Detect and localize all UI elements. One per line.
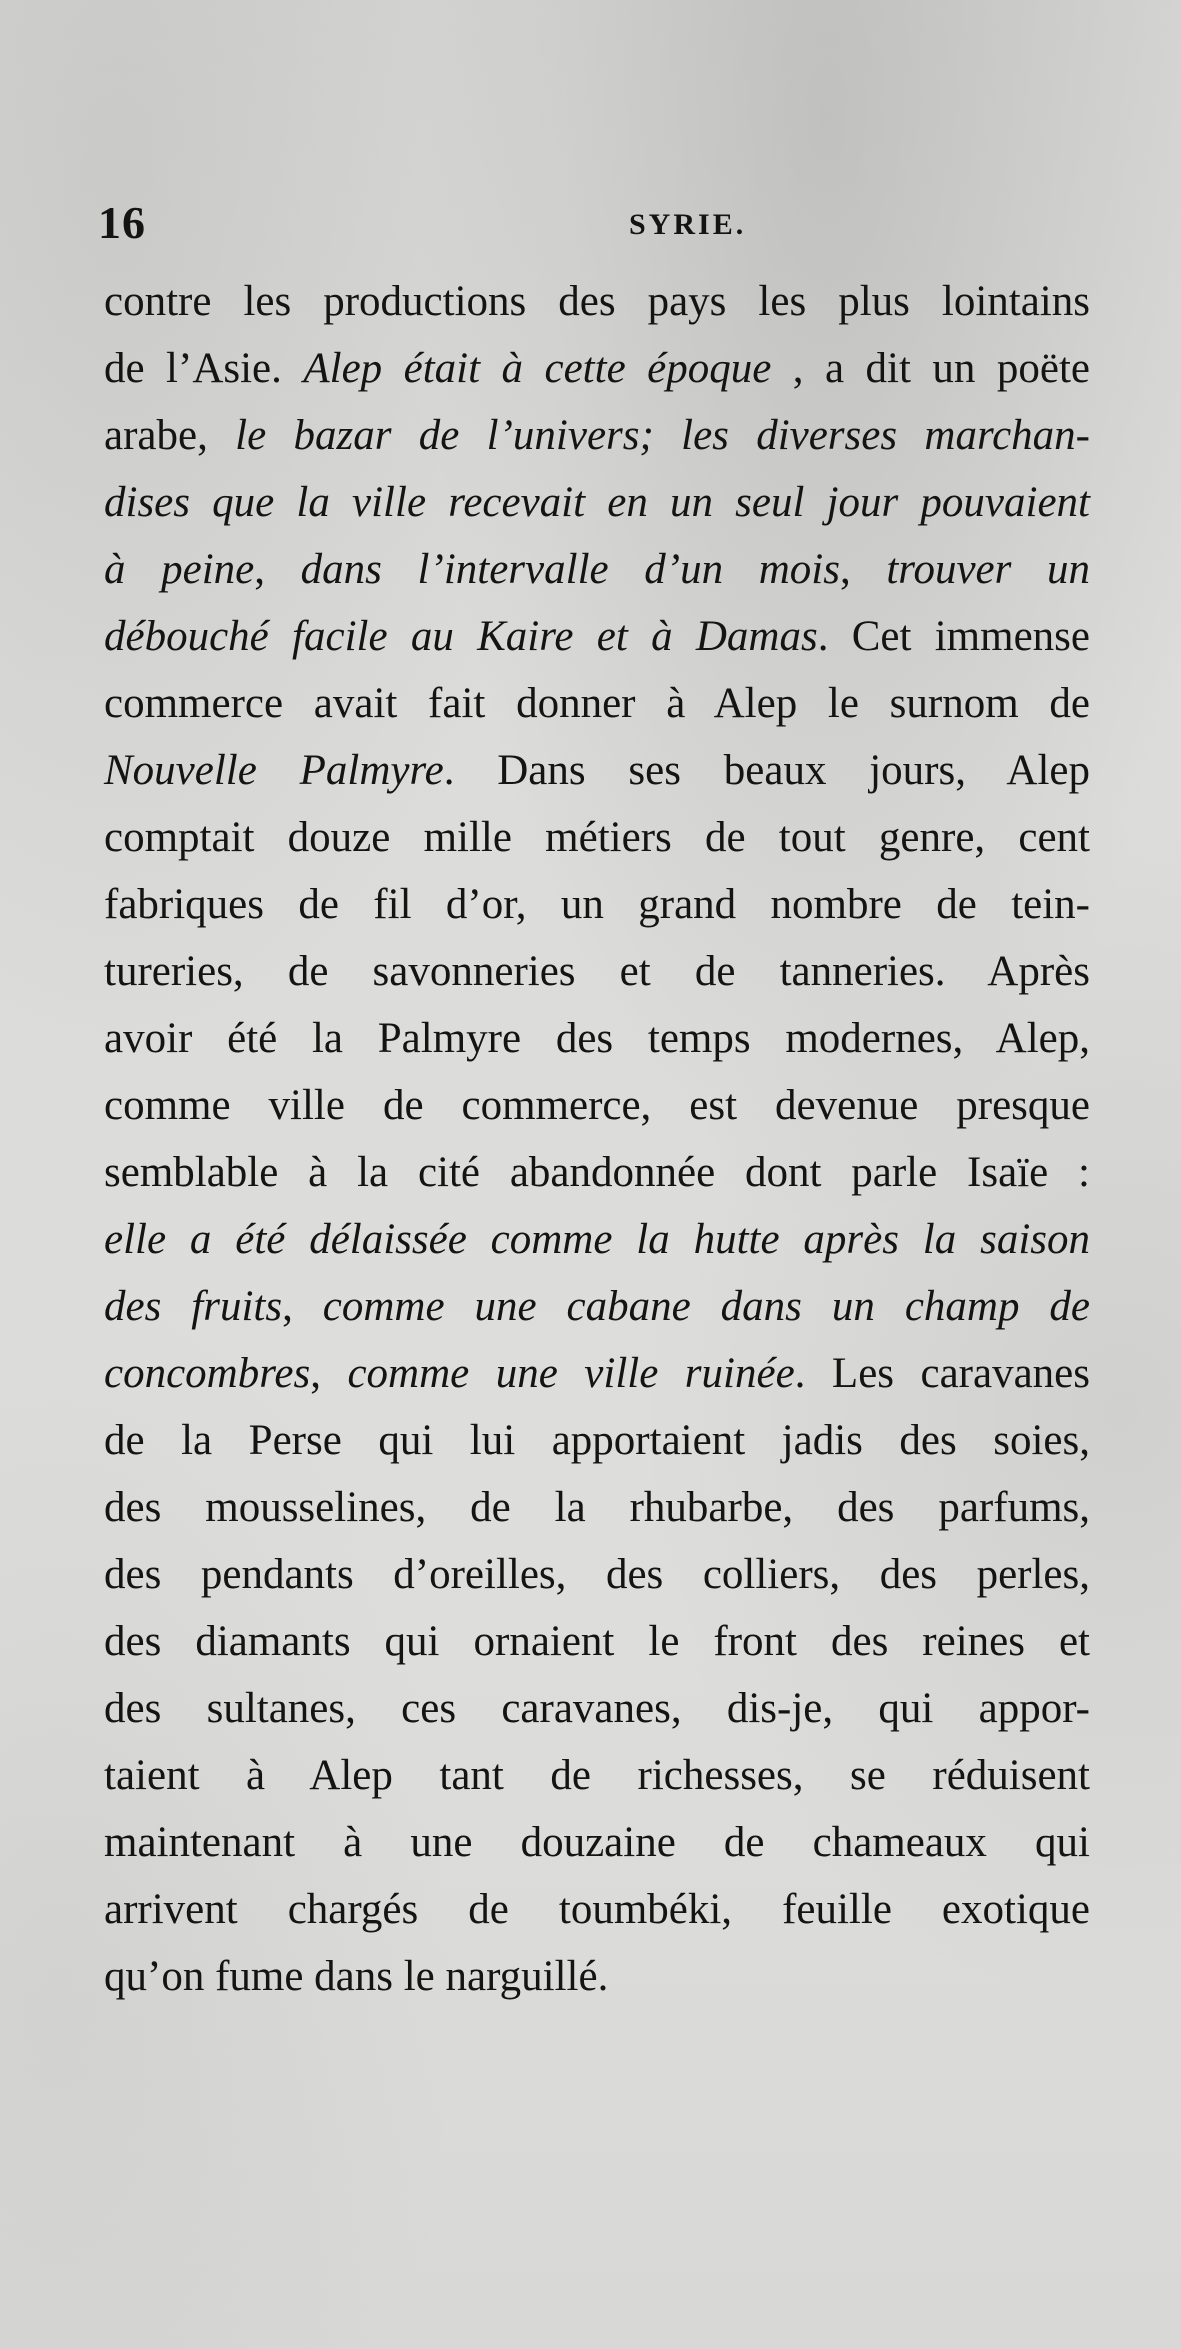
text-line: de l’Asie. Alep était à cette époque , a dit un poëte <box>104 345 1091 392</box>
body-text <box>104 268 1090 2010</box>
text-line: fabriques de fil d’or, un grand nombre de tein- <box>104 881 1090 928</box>
italic-quote: Alep était à cette époque <box>303 345 772 392</box>
text-line <box>104 469 1090 536</box>
text-line: maintenant à une douzaine de chameaux qui <box>104 1819 1090 1866</box>
italic-quote: dans l’intervalle d’un mois <box>300 546 840 593</box>
text-line: concombres, comme une ville ruinée. Les caravanes <box>104 1350 1090 1397</box>
text-line: des sultanes, ces caravanes, dis-je, qui appor- <box>104 1685 1090 1732</box>
italic-name: Nouvelle Palmyre <box>104 747 444 794</box>
text-line: contre les productions des pays les plus lointains <box>104 278 1090 325</box>
italic-quote: comme une cabane dans un champ de <box>322 1283 1090 1330</box>
text-line: à peine, dans l’intervalle d’un mois, trouver un <box>104 546 1090 593</box>
italic-quote: elle a été délaissée comme la hutte après la saison <box>104 1216 1090 1263</box>
text-line: de la Perse qui lui apportaient jadis des soies, <box>104 1417 1090 1464</box>
italic-quote: des fruits <box>104 1283 283 1330</box>
text-line: des diamants qui ornaient le front des reines et <box>104 1618 1090 1665</box>
italic-quote: comme une ville ruinée <box>347 1350 795 1397</box>
text-line: tureries, de savonneries et de tanneries. Après <box>104 948 1090 995</box>
italic-quote: concombres <box>104 1350 311 1397</box>
text-line: comptait douze mille métiers de tout genre, cent <box>104 814 1090 861</box>
text-line: arabe, le bazar de l’univers; les diverses marchan- <box>104 412 1090 459</box>
italic-quote: à peine <box>104 546 255 593</box>
text-line: des pendants d’oreilles, des colliers, des perles, <box>104 1551 1090 1598</box>
page-header <box>98 196 1088 256</box>
text-line: arrivent chargés de toumbéki, feuille exotique <box>104 1886 1090 1933</box>
text-line: des fruits, comme une cabane dans un champ de <box>104 1283 1090 1330</box>
text-line <box>104 1206 1090 1273</box>
text-line: Nouvelle Palmyre. Dans ses beaux jours, Alep <box>104 747 1090 794</box>
page-number: 16 <box>98 197 146 248</box>
text-line: comme ville de commerce, est devenue presque <box>104 1082 1090 1129</box>
text-line: taient à Alep tant de richesses, se réduisent <box>104 1752 1090 1799</box>
text-line: qu’on fume dans le narguillé. <box>104 1953 609 2000</box>
text-line: semblable à la cité abandonnée dont parle Isaïe : <box>104 1149 1090 1196</box>
text-line: des mousselines, de la rhubarbe, des parfums, <box>104 1484 1090 1531</box>
italic-quote: le bazar de l’univers; les diverses marchan- <box>235 412 1090 459</box>
text-line: avoir été la Palmyre des temps modernes, Alep, <box>104 1015 1090 1062</box>
italic-quote: débouché facile au Kaire et à Damas <box>104 613 818 660</box>
italic-quote: dises que la ville recevait en un seul jour pouvaient <box>104 479 1090 526</box>
text-line: commerce avait fait donner à Alep le surnom de <box>104 680 1090 727</box>
running-head: SYRIE. <box>629 208 747 241</box>
italic-quote: trouver un <box>886 546 1090 593</box>
text-line: débouché facile au Kaire et à Damas. Cet immense <box>104 613 1090 660</box>
